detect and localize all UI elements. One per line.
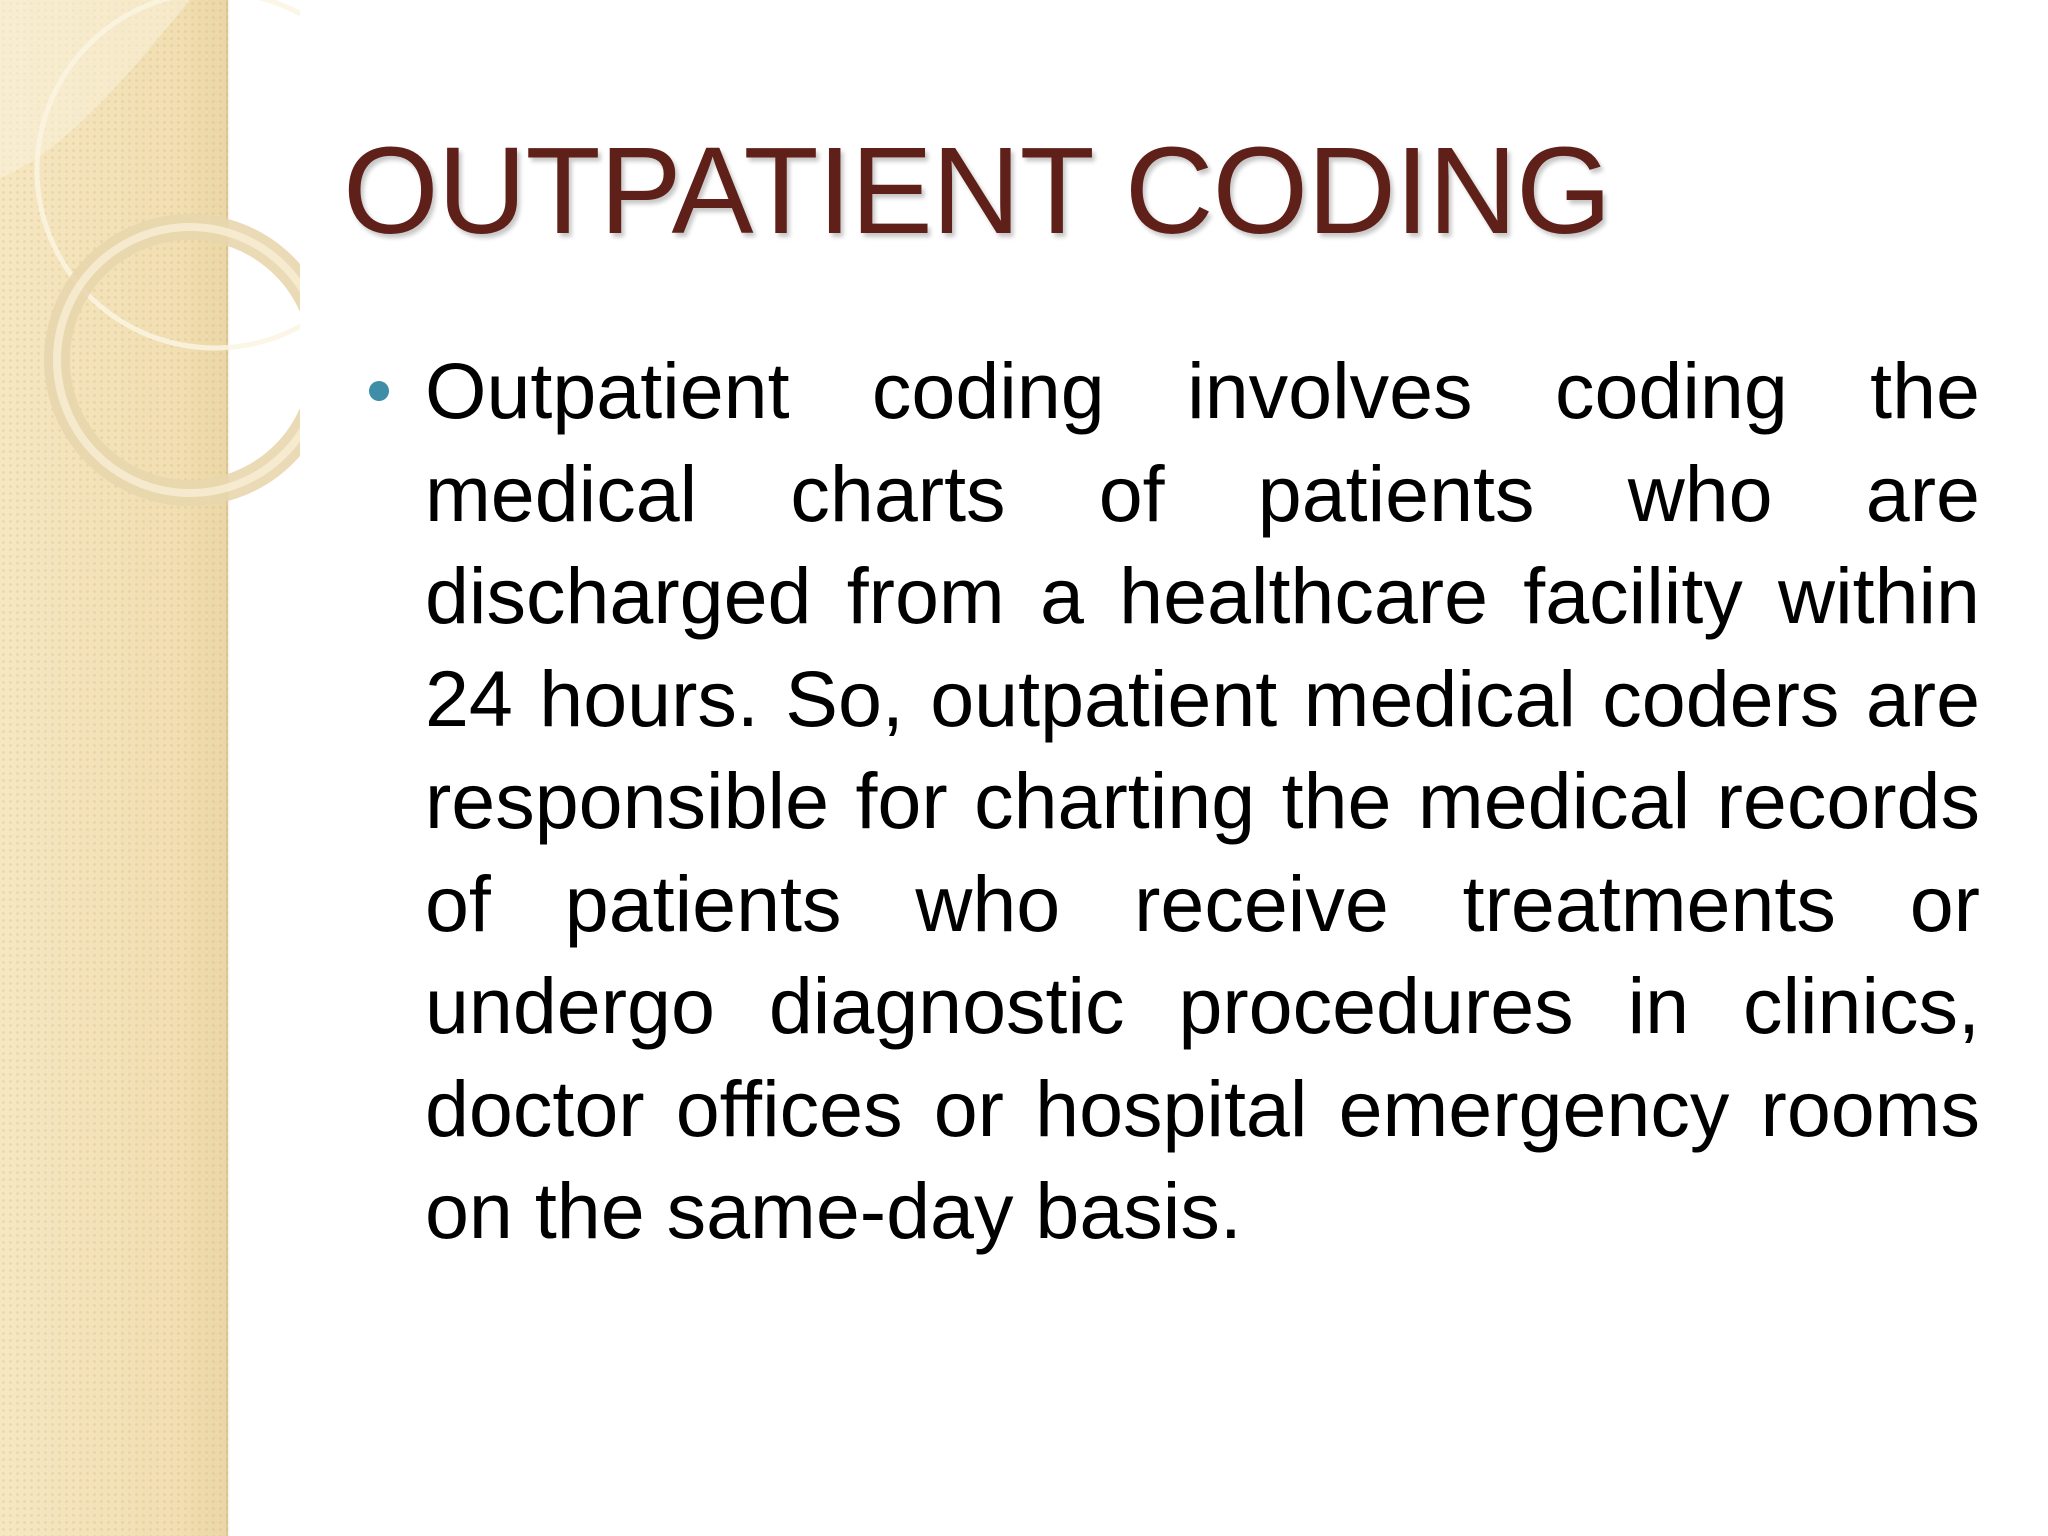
- decorative-rings: [0, 0, 300, 520]
- decorative-thick-ring-highlight: [57, 227, 300, 493]
- decorative-corner-shape: [0, 0, 190, 178]
- slide-title: OUTPATIENT CODING: [343, 123, 1611, 260]
- bullet-icon: [369, 381, 389, 401]
- bullet-text: Outpatient coding involves coding the medical charts of patients who are discharged from a healthcare facility within 24 hours. So, outpatient medical coders are responsible for charting the medical records of patients who receive treatments or undergo diagnostic procedures in clinics, doctor offices or hospital emergency rooms on the same-day basis.: [425, 346, 1980, 1255]
